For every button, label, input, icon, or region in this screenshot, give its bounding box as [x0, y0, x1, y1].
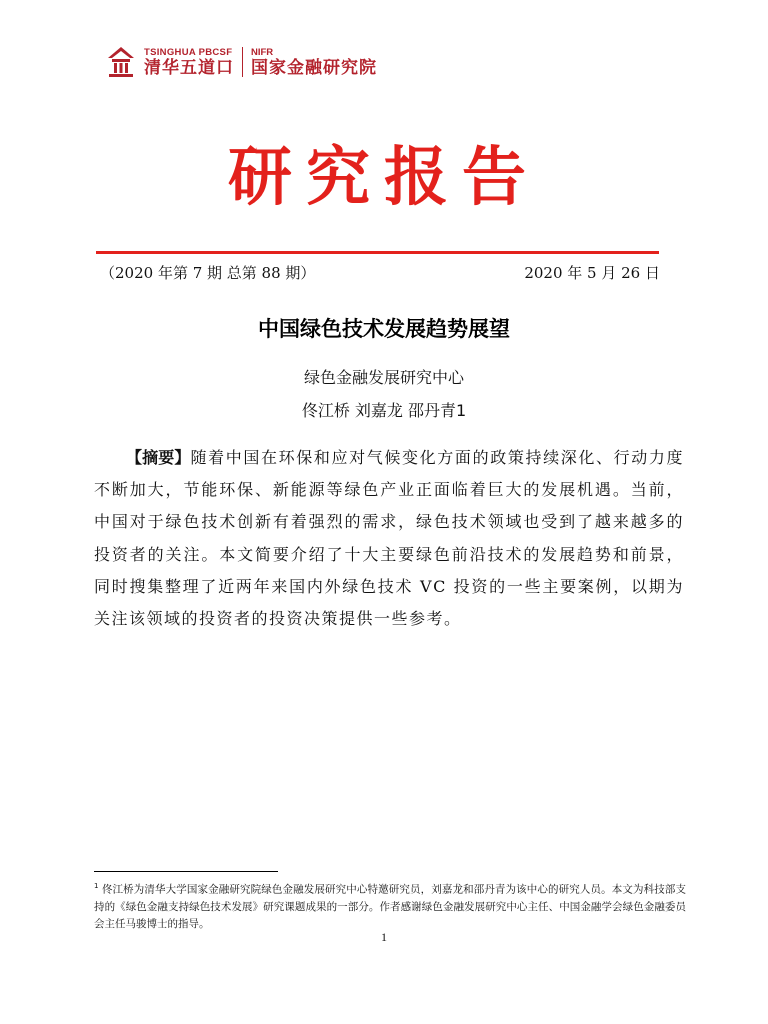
abstract-paragraph	[94, 442, 684, 635]
report-title: 研究报告	[228, 140, 540, 215]
tsinghua-pbcsf-logo-icon	[104, 45, 138, 79]
partner-chinese-name: 国家金融研究院	[251, 57, 377, 78]
author-footnote-mark: 1	[456, 401, 467, 420]
logo-english-name: TSINGHUA PBCSF	[144, 46, 233, 58]
issue-number: （2020 年第 7 期 总第 88 期）	[100, 264, 316, 282]
article-title: 中国绿色技术发展趋势展望	[258, 317, 510, 341]
logo-chinese-name: 清华五道口	[144, 57, 234, 78]
research-center: 绿色金融发展研究中心	[303, 368, 464, 387]
issue-info	[100, 262, 660, 284]
title-divider	[96, 251, 659, 254]
abstract-text: 随着中国在环保和应对气候变化方面的政策持续深化、行动力度不断加大，节能环保、新能源等绿色产业正面临着巨大的发展机遇。当前，中国对于绿色技术创新有着强烈的需求，绿色技术领域也受到了越来越多的投资者的关注。本文简要介绍了十大主要绿色前沿技术的发展趋势和前景，同时搜集整理了近两年来国内外绿色技术 VC 投资的一些主要案例，以期为关注该领域的投资者的投资决策提供一些参考。	[94, 448, 684, 629]
institution-logo	[104, 44, 377, 80]
logo-text-nifr	[251, 47, 377, 78]
footnote-separator	[94, 871, 278, 872]
footnote-text: 佟江桥为清华大学国家金融研究院绿色金融发展研究中心特邀研究员，刘嘉龙和邵丹青为该中心的研究人员。本文为科技部支持的《绿色金融支持绿色技术发展》研究课题成果的一部分。作者感谢绿色金融发展研究中心主任、中国金融学会绿色金融委员会主任马骏博士的指导。	[94, 883, 687, 930]
abstract-label: 【摘要】	[126, 448, 191, 467]
partner-english-name: NIFR	[251, 46, 274, 58]
logo-text-pbcsf	[144, 47, 234, 78]
footnote	[94, 878, 686, 933]
footnote-mark: 1	[94, 882, 99, 890]
logo-divider	[242, 47, 243, 77]
page-number: 1	[381, 930, 387, 944]
authors: 佟江桥 刘嘉龙 邵丹青	[301, 401, 456, 420]
report-date: 2020 年 5 月 26 日	[524, 264, 660, 282]
author-line	[0, 398, 768, 424]
